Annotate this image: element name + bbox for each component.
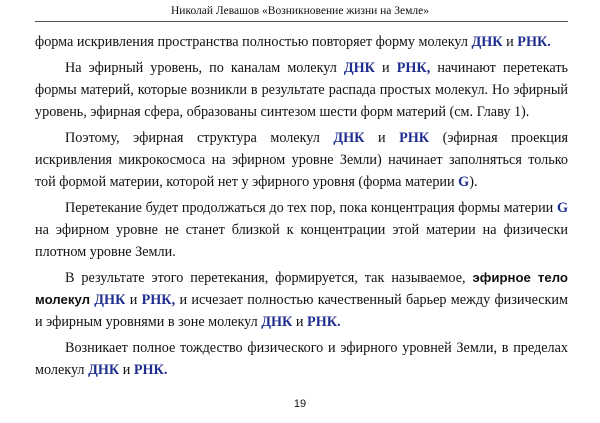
p4-text-1: Перетекание будет продолжаться до тех пор, пока концентрация формы материи	[65, 200, 557, 216]
matter-g-term: G	[556, 200, 568, 216]
paragraph-3	[35, 127, 568, 193]
p2-conj: и	[374, 60, 397, 76]
paragraph-4	[35, 197, 568, 263]
paragraph-2	[35, 57, 568, 123]
p1-conj: и	[502, 34, 518, 50]
rna-term: РНК.	[133, 362, 168, 378]
page-number: 19	[293, 398, 307, 410]
dna-term: ДНК	[88, 362, 120, 378]
matter-g-term: G	[458, 174, 470, 190]
p3-text-2: (эфирная проекция искривления микрокосмоса на эфирном уровне Земли) начинает заполняться только той формой материи, которой нет у эфирного уровня (форма материи	[35, 130, 568, 190]
p5-conj: и	[125, 292, 142, 308]
dna-term: ДНК	[471, 34, 503, 50]
p1-text: форма искривления пространства полностью повторяет форму молекул	[35, 34, 472, 50]
rna-term: РНК,	[396, 60, 431, 76]
p6-text-1: Возникает полное тождество физического и эфирного уровней Земли, в пределах молекул	[35, 340, 568, 378]
rna-term: РНК,	[141, 292, 176, 308]
paragraph-1	[35, 31, 568, 53]
paragraph-6	[35, 337, 568, 381]
rna-term: РНК.	[517, 34, 551, 50]
paragraph-5	[35, 267, 568, 333]
body-text	[35, 31, 568, 385]
p6-conj: и	[119, 362, 134, 378]
p3-conj: и	[364, 130, 400, 146]
p3-text-1: Поэтому, эфирная структура молекул	[65, 130, 334, 146]
etheric-body-term: эфирное тело молекул	[35, 270, 568, 307]
rna-term: РНК.	[307, 314, 341, 330]
p3-text-3: ).	[469, 174, 478, 190]
p5-text-1: В результате этого перетекания, формируется, так называемое,	[65, 270, 473, 286]
header-divider	[35, 21, 568, 22]
dna-term: ДНК	[94, 292, 126, 308]
dna-term: ДНК	[261, 314, 293, 330]
dna-term: ДНК	[333, 130, 365, 146]
p2-text-2: начинают перетекать формы материй, которые возникли в результате распада простых молекул. Но эфирный уровень, эфирная сфера, образованы синтезом шести форм материй (см. Главу 1).	[35, 60, 569, 120]
p5-conj-2: и	[292, 314, 308, 330]
running-header: Николай Левашов «Возникновение жизни на Земле»	[170, 5, 429, 17]
dna-term: ДНК	[343, 60, 375, 76]
rna-term: РНК	[399, 130, 430, 146]
p4-text-2: на эфирном уровне не станет близкой к концентрации этой материи на физически плотном уровне Земли.	[35, 222, 568, 260]
p2-text-1: На эфирный уровень, по каналам молекул	[65, 60, 344, 76]
p5-text-2: и исчезает полностью качественный барьер между физическим и эфирным уровнями в зоне молекул	[35, 292, 568, 330]
